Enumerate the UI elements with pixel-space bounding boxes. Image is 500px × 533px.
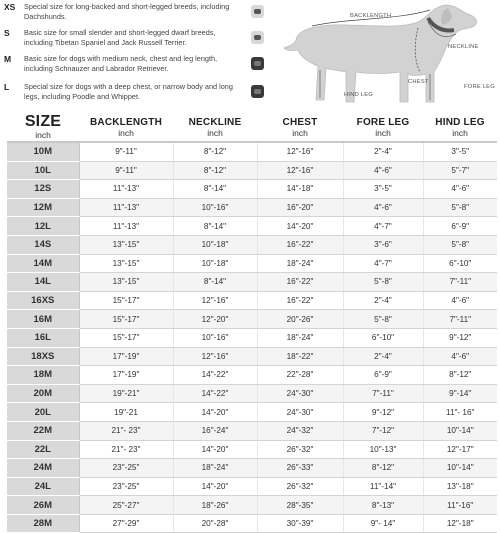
table-row [7,310,497,329]
backlength-cell: 25"-27" [79,496,173,515]
hind-leg-cell: 12"-18" [423,514,497,533]
chest-cell: 16"-20" [257,198,343,217]
size-cell: 28M [7,514,79,533]
table-row [7,366,497,385]
size-cell: 20L [7,403,79,422]
table-row [7,161,497,180]
fore-leg-cell: 9"-12" [343,403,423,422]
chest-label: CHEST [408,79,429,85]
column-header-size [7,113,79,142]
fore-leg-cell: 2"-4" [343,142,423,161]
hind-leg-cell: 7"-11" [423,273,497,292]
hind-leg-cell: 12"-17" [423,440,497,459]
chest-cell: 30"-39" [257,514,343,533]
backlength-cell: 11"-13" [79,180,173,199]
neckline-cell: 14"-22" [173,384,257,403]
chest-cell: 26"-32" [257,440,343,459]
fore-leg-cell: 6"-9" [343,366,423,385]
size-table-body [7,142,497,533]
chest-cell: 24"-30" [257,403,343,422]
legend-code: L [4,82,10,92]
chest-cell: 24"-32" [257,421,343,440]
size-cell: 18XS [7,347,79,366]
chest-cell: 22"-28" [257,366,343,385]
chest-cell: 18"-22" [257,347,343,366]
chest-cell: 26"-32" [257,477,343,496]
hind-leg-cell: 6"-9" [423,217,497,236]
legend-description: Basic size for small slender and short-legged dwarf breeds, including Tibetan Spaniel and Jack Russell Terrier. [24,28,216,47]
size-cell: 24L [7,477,79,496]
size-cell: 16XS [7,291,79,310]
chest-cell: 18"-24" [257,328,343,347]
table-header-row [7,113,497,142]
collar-dark-icon [251,85,264,98]
column-title: CHEST [282,116,318,128]
collar-light-icon [251,5,264,18]
neckline-cell: 14"-20" [173,440,257,459]
neckline-cell: 12"-16" [173,291,257,310]
backlength-cell: 9"-11" [79,161,173,180]
fore-leg-cell: 4"-7" [343,254,423,273]
neckline-cell: 14"-20" [173,477,257,496]
fore-leg-cell: 3"-5" [343,180,423,199]
column-unit: inch [292,127,308,138]
column-title: BACKLENGTH [90,116,162,128]
size-chart-table [7,113,497,533]
size-cell: 12S [7,180,79,199]
hind-leg-cell: 5"-8" [423,235,497,254]
column-header-neckline [173,113,257,142]
backlength-cell: 15"-17" [79,291,173,310]
fore-leg-cell: 11"-14" [343,477,423,496]
table-row [7,421,497,440]
column-header-hind-leg [423,113,497,142]
table-row [7,254,497,273]
neckline-cell: 20"-28" [173,514,257,533]
hind-leg-cell: 4"-6" [423,291,497,310]
neckline-cell: 8"-14" [173,180,257,199]
fore-leg-cell: 5"-8" [343,310,423,329]
table-row [7,198,497,217]
fore-leg-cell: 8"-12" [343,459,423,478]
chest-cell: 16"-22" [257,291,343,310]
neckline-label: NECKLINE [448,44,479,50]
neckline-cell: 10"-18" [173,254,257,273]
hind-leg-cell: 11"-16" [423,496,497,515]
size-cell: 12M [7,198,79,217]
size-cell: 16M [7,310,79,329]
backlength-cell: 23"-25" [79,459,173,478]
size-cell: 22M [7,421,79,440]
hind-leg-cell: 8"-12" [423,366,497,385]
column-title: HIND LEG [435,116,485,128]
neckline-cell: 16"-24" [173,421,257,440]
size-cell: 14M [7,254,79,273]
chest-cell: 24"-30" [257,384,343,403]
size-cell: 16L [7,328,79,347]
backlength-cell: 13"-15" [79,254,173,273]
size-cell: 12L [7,217,79,236]
fore-leg-cell: 10"-13" [343,440,423,459]
table-row [7,477,497,496]
fore-leg-label: FORE LEG [464,84,495,90]
hind-leg-cell: 11"- 16" [423,403,497,422]
column-title: NECKLINE [188,116,242,128]
backlength-cell: 11"-13" [79,198,173,217]
hind-leg-label: HIND LEG [344,92,373,98]
size-cell: 10L [7,161,79,180]
fore-leg-cell: 6"-10" [343,328,423,347]
backlength-cell: 9"-11" [79,142,173,161]
fore-leg-cell: 4"-6" [343,198,423,217]
size-cell: 14S [7,235,79,254]
neckline-cell: 10"-16" [173,198,257,217]
hind-leg-cell: 6"-10" [423,254,497,273]
column-header-fore-leg [343,113,423,142]
column-unit: inch [452,127,468,138]
column-title: FORE LEG [356,116,410,128]
table-row [7,291,497,310]
neckline-cell: 10"-16" [173,328,257,347]
table-row [7,180,497,199]
neckline-cell: 10"-18" [173,235,257,254]
table-row [7,142,497,161]
size-cell: 10M [7,142,79,161]
table-row [7,235,497,254]
neckline-cell: 8"-14" [173,273,257,292]
neckline-cell: 8"-12" [173,161,257,180]
backlength-cell: 23"-25" [79,477,173,496]
fore-leg-cell: 9"- 14" [343,514,423,533]
fore-leg-cell: 7"-12" [343,421,423,440]
size-cell: 18M [7,366,79,385]
backlength-cell: 19"-21 [79,403,173,422]
hind-leg-cell: 5"-7" [423,161,497,180]
fore-leg-cell: 8"-13" [343,496,423,515]
size-cell: 24M [7,459,79,478]
legend-code: S [4,28,10,38]
table-row [7,273,497,292]
neckline-cell: 8"-12" [173,142,257,161]
fore-leg-cell: 7"-11" [343,384,423,403]
neckline-cell: 18"-24" [173,459,257,478]
neckline-cell: 12"-20" [173,310,257,329]
hind-leg-cell: 7"-11" [423,310,497,329]
backlength-label: BACKLENGTH [350,13,392,19]
hind-leg-cell: 10"-14" [423,421,497,440]
table-row [7,347,497,366]
legend-code: XS [4,2,16,12]
column-unit: inch [375,127,391,138]
backlength-cell: 13"-15" [79,235,173,254]
column-header-chest [257,113,343,142]
backlength-cell: 17"-19" [79,366,173,385]
chest-cell: 16"-22" [257,273,343,292]
backlength-cell: 13"-15" [79,273,173,292]
legend-description: Basic size for dogs with medium neck, chest and leg length, including Schnauzer and Labrador Retriever. [24,54,218,73]
fore-leg-cell: 5"-8" [343,273,423,292]
column-unit: inch [35,130,51,140]
table-row [7,459,497,478]
backlength-cell: 15"-17" [79,310,173,329]
backlength-cell: 27"-29" [79,514,173,533]
chest-cell: 28"-35" [257,496,343,515]
neckline-cell: 12"-16" [173,347,257,366]
legend-description: Special size for long-backed and short-legged breeds, including Dachshunds. [24,2,230,21]
size-cell: 14L [7,273,79,292]
fore-leg-cell: 4"-6" [343,161,423,180]
table-row [7,384,497,403]
hind-leg-cell: 4"-6" [423,347,497,366]
column-header-backlength [79,113,173,142]
backlength-cell: 15"-17" [79,328,173,347]
chest-cell: 20"-26" [257,310,343,329]
table-row [7,440,497,459]
neckline-cell: 8"-14" [173,217,257,236]
chest-cell: 26"-33" [257,459,343,478]
backlength-cell: 21"- 23" [79,421,173,440]
hind-leg-cell: 5"-8" [423,198,497,217]
chest-cell: 14"-20" [257,217,343,236]
size-cell: 20M [7,384,79,403]
table-row [7,496,497,515]
hind-leg-cell: 10"-14" [423,459,497,478]
dog-measurement-diagram [268,0,500,112]
backlength-cell: 19"-21" [79,384,173,403]
chest-cell: 12"-16" [257,142,343,161]
fore-leg-cell: 2"-4" [343,291,423,310]
legend-code: M [4,54,12,64]
chest-cell: 18"-24" [257,254,343,273]
neckline-cell: 14"-20" [173,403,257,422]
hind-leg-cell: 9"-14" [423,384,497,403]
hind-leg-cell: 4"-6" [423,180,497,199]
collar-dark-icon [251,57,264,70]
size-cell: 22L [7,440,79,459]
backlength-cell: 17"-19" [79,347,173,366]
chest-cell: 12"-16" [257,161,343,180]
chest-cell: 14"-18" [257,180,343,199]
hind-leg-cell: 13"-18" [423,477,497,496]
column-title: SIZE [24,113,62,130]
hind-leg-cell: 3"-5" [423,142,497,161]
legend-description: Special size for dogs with a deep chest, or narrow body and long legs, including Poodle and Whippet. [24,82,233,101]
size-cell: 26M [7,496,79,515]
table-row [7,217,497,236]
hind-leg-cell: 9"-12" [423,328,497,347]
chest-cell: 16"-22" [257,235,343,254]
table-row [7,514,497,533]
collar-light-icon [251,31,264,44]
neckline-cell: 14"-22" [173,366,257,385]
column-unit: inch [207,127,223,138]
fore-leg-cell: 2"-4" [343,347,423,366]
table-row [7,403,497,422]
table-row [7,328,497,347]
neckline-cell: 18"-26" [173,496,257,515]
backlength-cell: 11"-13" [79,217,173,236]
backlength-cell: 21"- 23" [79,440,173,459]
column-unit: inch [118,127,134,138]
fore-leg-cell: 3"-6" [343,235,423,254]
fore-leg-cell: 4"-7" [343,217,423,236]
